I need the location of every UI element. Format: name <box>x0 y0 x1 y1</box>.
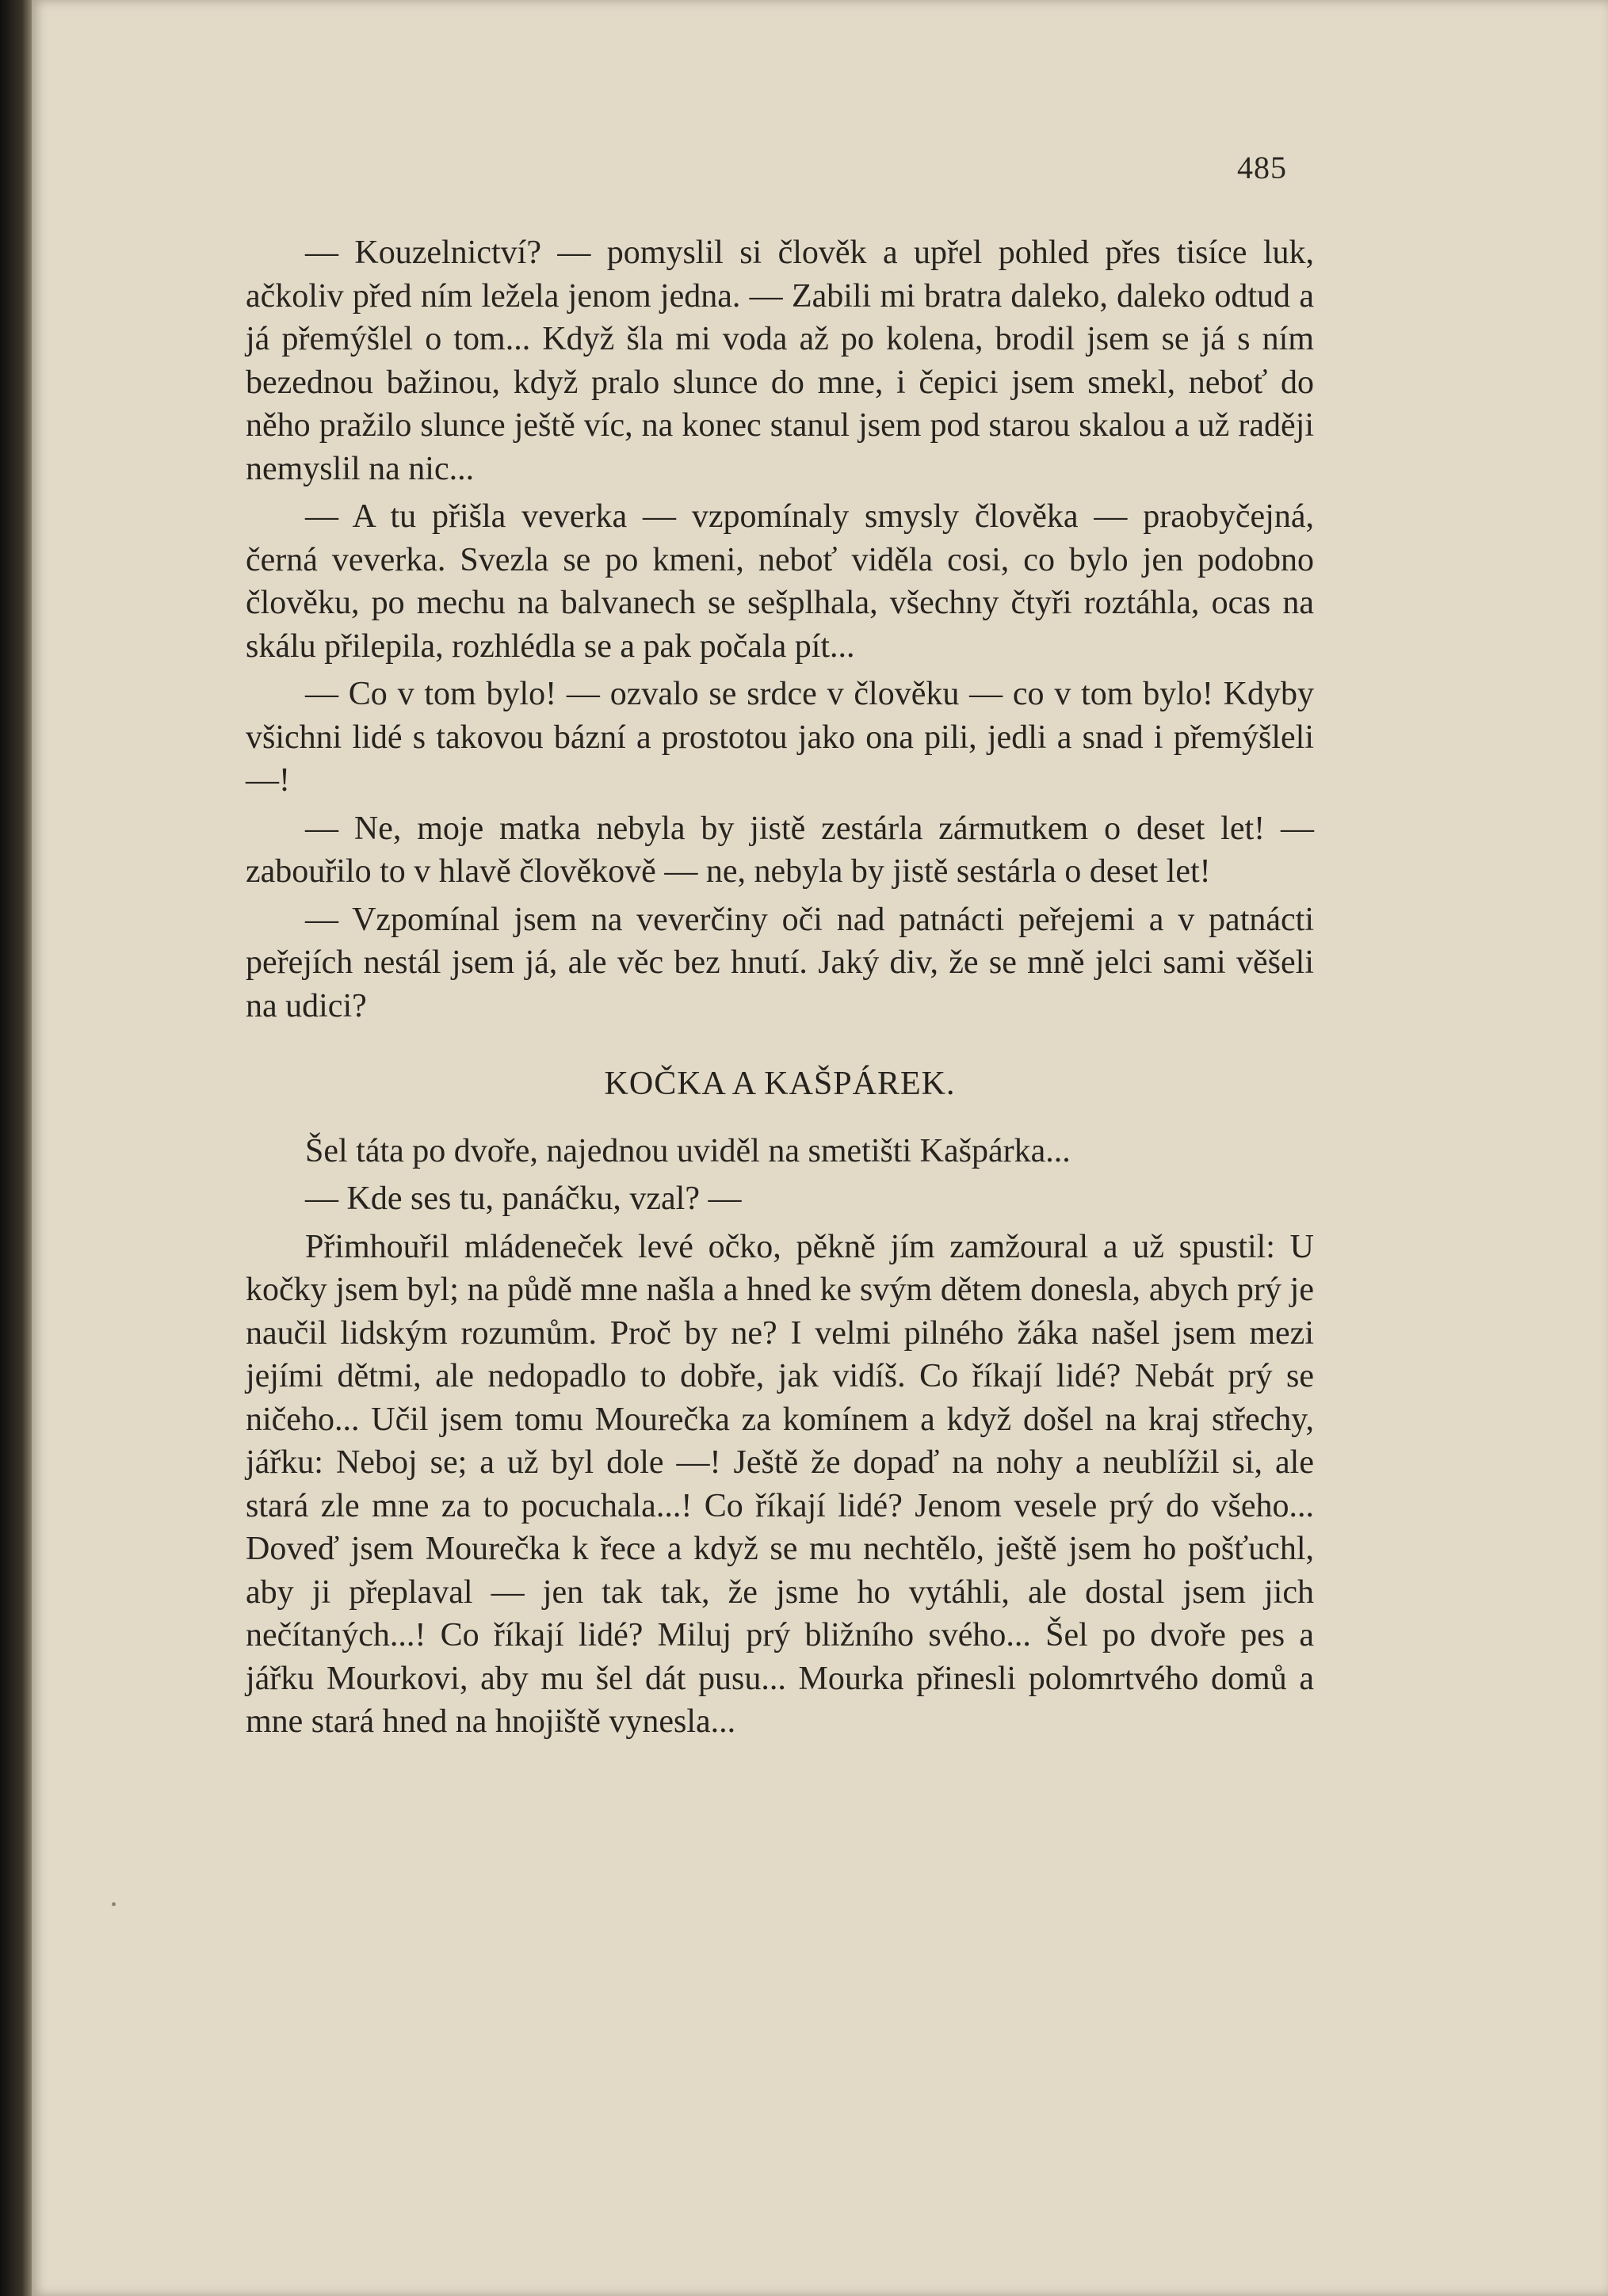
paragraph-kde-ses-tu: — Kde ses tu, panáčku, vzal? — <box>305 1180 742 1217</box>
paragraph-veverciny-oci: — Vzpomínal jsem na veverčiny oči nad patnácti peřejemi a v patnácti peřejích nestál jsem já, ale věc bez hnutí. Jaký div, že se mně jelci sami věšeli na udici? <box>246 901 1314 1024</box>
paragraph-kouzelnictvi: — Kouzelnictví? — pomyslil si člověk a upřel pohled přes tisíce luk, ačkoliv před ním ležela jenom jedna. — Zabili mi bratra daleko, daleko odtud a já přemýšlel o tom... Když šla mi voda až po kolena, brodil jsem se já s ním bezednou bažinou, když pralo slunce do mne, i čepici jsem smekl, neboť do něho pražilo slunce ještě víc, na konec stanul jsem pod starou skalou a už raději nemyslil na nic... <box>246 235 1314 487</box>
paragraph-matka: — Ne, moje matka nebyla by jistě zestárla zármutkem o deset let! — zabouřilo to v hlavě člověkově — ne, nebyla by jistě sestárla o deset let! <box>246 810 1314 890</box>
book-page <box>32 0 1608 2296</box>
paragraph-co-v-tom-bylo: — Co v tom bylo! — ozvalo se srdce v člověku — co v tom bylo! Kdyby všichni lidé s takovou bázní a prostotou jako ona pili, jedli a snad i přemýšleli —! <box>246 676 1314 799</box>
section-title: KOČKA A KAŠPÁREK. <box>604 1066 956 1102</box>
paragraph-veverka: — A tu přišla veverka — vzpomínaly smysly člověka — praobyčejná, černá veverka. Svezla se po kmeni, neboť viděla cosi, co bylo jen podobno člověku, po mechu na balvanech se sešplhala, všechny čtyři roztáhla, ocas na skálu přilepila, rozhlédla se a pak počala pít... <box>246 498 1314 665</box>
paragraph-primhouril: Přimhouřil mládeneček levé očko, pěkně jím zamžoural a už spustil: U kočky jsem byl; na půdě mne našla a hned ke svým dětem donesla, abych prý je naučil lidským rozumům. Proč by ne? I velmi pilného žáka našel jsem mezi jejími dětmi, ale nedopadlo to dobře, jak vidíš. Co říkají lidé? Nebát prý se ničeho... Učil jsem tomu Mourečka za komínem a když došel na kraj střechy, jářku: Neboj se; a už byl dole —! Ještě že dopaď na nohy a neublížil si, ale stará zle mne za to pocuchala...! Co říkají lidé? Jenom vesele prý do všeho... Doveď jsem Mourečka k řece a když se mu nechtělo, ještě jsem ho pošťuchl, aby ji přeplaval — jen tak tak, že jsme ho vytáhli, ale dostal jsem jich nečítaných...! Co říkají lidé? Miluj prý bližního svého... Šel po dvoře pes a jářku Mourkovi, aby mu šel dát pusu... Mourka přinesli polomrtvého domů a mne stará hned na hnojiště vynesla... <box>246 1228 1314 1740</box>
book-spine-shadow <box>0 0 32 2296</box>
paper-speck <box>112 1902 116 1906</box>
page-text-block <box>246 231 1314 1744</box>
paragraph-sel-tata: Šel táta po dvoře, najednou uviděl na smetišti Kašpárka... <box>305 1132 1071 1169</box>
page-number: 485 <box>1237 150 1287 185</box>
